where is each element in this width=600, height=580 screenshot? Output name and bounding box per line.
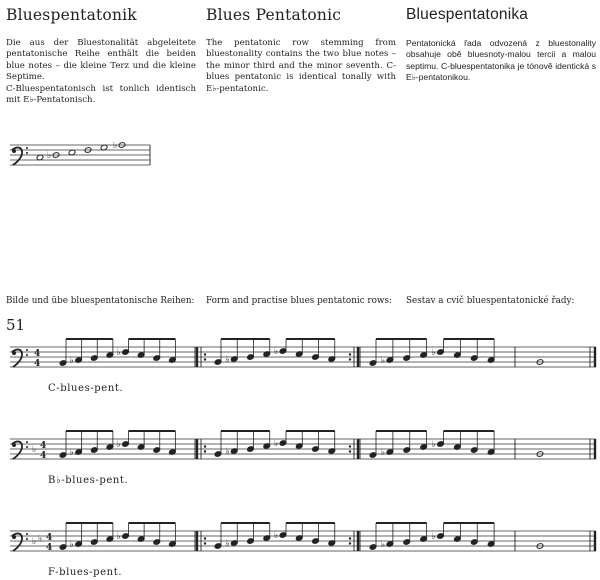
staff-label-bflat-blues: B♭-blues-pent. — [48, 475, 129, 486]
staff-1-repeat-end-dot — [349, 353, 351, 355]
flat-sign: ♭ — [113, 141, 118, 151]
staff-1-flat-sign: ♭ — [116, 348, 121, 358]
paragraph-czech: Pentatonická řada odvozená z bluestonality obsahuje obě bluesnoty-malou tercii a malou septimu. C-bluespentatonika je tónově identická s E♭-pentatonikou. — [406, 38, 596, 83]
staff-3-flat-sign: ♭ — [69, 540, 74, 550]
paragraph-german-2: C-Bluespentatonisch ist tonlich identisch mit E♭-Pentatonisch. — [6, 83, 196, 106]
staff-1-flat-sign: ♭ — [225, 355, 230, 365]
staff-3-flat-sign: ♭ — [116, 532, 121, 542]
staff-2-flat-sign: ♭ — [116, 440, 121, 450]
staff-3-bass-clef-icon-dot — [26, 538, 28, 540]
staff-3-repeat-start-dot — [204, 537, 206, 539]
staff-1-time-den: 4 — [34, 359, 41, 369]
staff-1-flat-sign: ♭ — [69, 356, 74, 366]
paragraph-english: The pentatonic row stemming from bluestonality contains the two blue notes – the minor third and the minor seventh. C-blues pentatonic is identical tonally with E♭-pentatonic. — [206, 38, 396, 94]
staff-3-key-flat: ♭ — [32, 537, 37, 547]
staff-2-time-num: 4 — [40, 441, 47, 451]
staff-3-flat-sign: ♭ — [431, 532, 436, 542]
title-english: Blues Pentatonic — [206, 6, 342, 24]
staff-1-bass-clef-icon-dot — [26, 349, 28, 351]
staff-2-time-den: 4 — [40, 451, 47, 461]
instruction-german: Bilde und übe bluespentatonische Reihen: — [6, 296, 195, 306]
staff-3-repeat-start-dot — [204, 542, 206, 544]
staff-2-flat-sign: ♭ — [225, 447, 230, 457]
exercise-number: 51 — [6, 316, 26, 334]
staff-2-flat-sign: ♭ — [69, 448, 74, 458]
staff-label-f-blues: F-blues-pent. — [48, 567, 123, 578]
staff-1-flat-sign: ♭ — [274, 347, 279, 357]
staff-2-flat-sign: ♭ — [274, 439, 279, 449]
staff-2-repeat-start-dot — [204, 450, 206, 452]
staff-2-bass-clef-icon-dot — [26, 441, 28, 443]
staff-label-c-blues: C-blues-pent. — [48, 383, 124, 394]
bass-clef-icon-dot — [26, 152, 28, 154]
staff-2-repeat-end-dot — [349, 445, 351, 447]
staff-2-repeat-end-dot — [349, 450, 351, 452]
staff-3-repeat-end-dot — [349, 537, 351, 539]
title-czech: Bluespentatonika — [406, 6, 529, 23]
staff-3-time-den: 4 — [46, 543, 53, 553]
staff-1-repeat-start-dot — [204, 353, 206, 355]
staff-1-bass-clef-icon-dot — [12, 351, 16, 355]
staff-1-flat-sign: ♭ — [431, 348, 436, 358]
staff-1-repeat-start-dot — [204, 358, 206, 360]
title-german: Bluespentatonik — [6, 6, 137, 24]
bass-clef-icon-dot — [26, 147, 28, 149]
staff-3-flat-sign: ♭ — [274, 531, 279, 541]
staff-1-bass-clef-icon-dot — [26, 354, 28, 356]
staff-3-key-flat: ♭ — [38, 534, 43, 544]
paragraph-german-1: Die aus der Bluestonalität abgeleitete pentatonische Reihe enthält die beiden blue notes – die kleine Terz und die kleine Septime. — [6, 38, 196, 83]
staff-3-flat-sign: ♭ — [225, 539, 230, 549]
staff-1-repeat-end-dot — [349, 358, 351, 360]
staff-2-key-flat: ♭ — [32, 445, 37, 455]
bass-clef-icon-dot — [12, 149, 16, 153]
staff-3-time-num: 4 — [46, 533, 53, 543]
staff-2-bass-clef-icon-dot — [12, 443, 16, 447]
flat-sign: ♭ — [47, 151, 52, 161]
instruction-czech: Sestav a cvič bluespentatonické řady: — [406, 296, 575, 306]
staff-2-repeat-start-dot — [204, 445, 206, 447]
staff-2-flat-sign: ♭ — [380, 448, 386, 458]
staff-2-bass-clef-icon-dot — [26, 446, 28, 448]
instruction-english: Form and practise blues pentatonic rows: — [206, 296, 392, 306]
staff-1-flat-sign: ♭ — [380, 356, 386, 366]
staff-3-bass-clef-icon-dot — [12, 535, 16, 539]
staff-3-repeat-end-dot — [349, 542, 351, 544]
staff-3-flat-sign: ♭ — [380, 540, 386, 550]
staff-3-bass-clef-icon-dot — [26, 533, 28, 535]
staff-1-time-num: 4 — [34, 349, 41, 359]
staff-2-flat-sign: ♭ — [431, 440, 436, 450]
